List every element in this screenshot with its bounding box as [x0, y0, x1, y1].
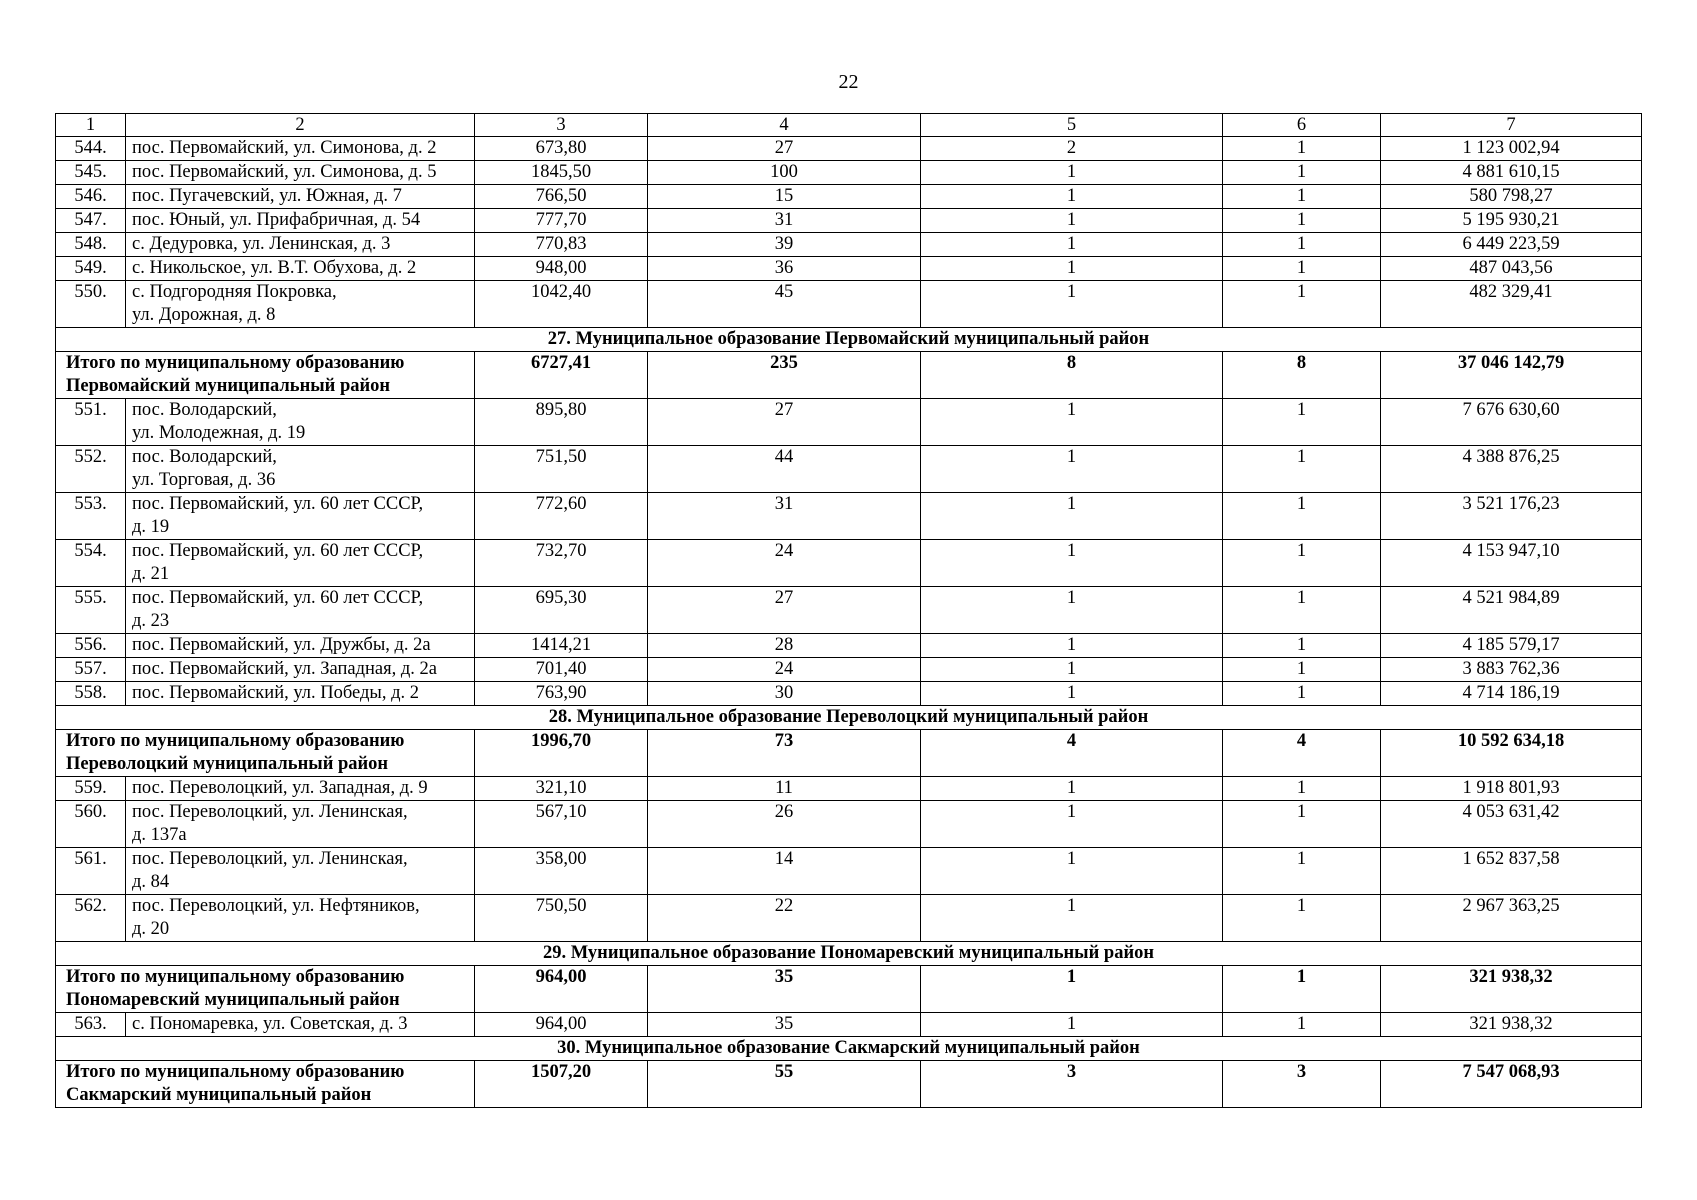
houses-count: 1 — [921, 634, 1223, 658]
table-row — [56, 137, 1642, 161]
cost: 2 967 363,25 — [1381, 895, 1642, 942]
address: пос. Первомайский, ул. Симонова, д. 5 — [126, 161, 475, 185]
row-number: 558. — [56, 682, 126, 706]
area: 673,80 — [475, 137, 648, 161]
area: 1414,21 — [475, 634, 648, 658]
total-area: 1507,20 — [475, 1061, 648, 1108]
address: пос. Первомайский, ул. Победы, д. 2 — [126, 682, 475, 706]
row-number: 557. — [56, 658, 126, 682]
houses-count: 1 — [921, 587, 1223, 634]
total-residents: 235 — [648, 352, 921, 399]
table-row — [56, 233, 1642, 257]
total-label: Итого по муниципальному образованию Переволоцкий муниципальный район — [56, 730, 475, 777]
column-number-2: 2 — [126, 114, 475, 137]
cost: 1 918 801,93 — [1381, 777, 1642, 801]
area: 766,50 — [475, 185, 648, 209]
cost: 4 153 947,10 — [1381, 540, 1642, 587]
residents: 11 — [648, 777, 921, 801]
address: пос. Юный, ул. Прифабричная, д. 54 — [126, 209, 475, 233]
address: пос. Первомайский, ул. 60 лет СССР, д. 21 — [126, 540, 475, 587]
total-houses-count-2: 1 — [1223, 966, 1381, 1013]
total-residents: 55 — [648, 1061, 921, 1108]
total-houses-count: 4 — [921, 730, 1223, 777]
table-row — [56, 540, 1642, 587]
area: 964,00 — [475, 1013, 648, 1037]
houses-count-2: 1 — [1223, 161, 1381, 185]
houses-count: 1 — [921, 682, 1223, 706]
houses-count-2: 1 — [1223, 777, 1381, 801]
houses-count: 1 — [921, 895, 1223, 942]
houses-count-2: 1 — [1223, 848, 1381, 895]
total-area: 964,00 — [475, 966, 648, 1013]
area: 701,40 — [475, 658, 648, 682]
total-cost: 10 592 634,18 — [1381, 730, 1642, 777]
address: пос. Первомайский, ул. 60 лет СССР, д. 23 — [126, 587, 475, 634]
table-row — [56, 634, 1642, 658]
section-heading: 27. Муниципальное образование Первомайский муниципальный район — [56, 328, 1642, 352]
total-cost: 321 938,32 — [1381, 966, 1642, 1013]
houses-count-2: 1 — [1223, 540, 1381, 587]
houses-count-2: 1 — [1223, 137, 1381, 161]
area: 732,70 — [475, 540, 648, 587]
cost: 1 652 837,58 — [1381, 848, 1642, 895]
area: 1042,40 — [475, 281, 648, 328]
residents: 44 — [648, 446, 921, 493]
area: 777,70 — [475, 209, 648, 233]
houses-count: 1 — [921, 658, 1223, 682]
page-number: 22 — [838, 71, 859, 93]
total-row — [56, 966, 1642, 1013]
column-number-3: 3 — [475, 114, 648, 137]
row-number: 560. — [56, 801, 126, 848]
section-heading-row — [56, 1037, 1642, 1061]
residents: 31 — [648, 209, 921, 233]
area: 772,60 — [475, 493, 648, 540]
total-houses-count: 3 — [921, 1061, 1223, 1108]
cost: 7 676 630,60 — [1381, 399, 1642, 446]
row-number: 544. — [56, 137, 126, 161]
cost: 321 938,32 — [1381, 1013, 1642, 1037]
houses-count-2: 1 — [1223, 257, 1381, 281]
houses-count-2: 1 — [1223, 233, 1381, 257]
table-row — [56, 161, 1642, 185]
residents: 27 — [648, 137, 921, 161]
total-cost: 7 547 068,93 — [1381, 1061, 1642, 1108]
residents: 31 — [648, 493, 921, 540]
table-row — [56, 257, 1642, 281]
area: 895,80 — [475, 399, 648, 446]
houses-count: 1 — [921, 540, 1223, 587]
table-row — [56, 587, 1642, 634]
houses-count-2: 1 — [1223, 801, 1381, 848]
total-houses-count-2: 8 — [1223, 352, 1381, 399]
area: 763,90 — [475, 682, 648, 706]
address: пос. Переволоцкий, ул. Ленинская, д. 84 — [126, 848, 475, 895]
total-houses-count: 8 — [921, 352, 1223, 399]
table-row — [56, 682, 1642, 706]
address: пос. Пугачевский, ул. Южная, д. 7 — [126, 185, 475, 209]
cost: 4 521 984,89 — [1381, 587, 1642, 634]
houses-count: 1 — [921, 161, 1223, 185]
residents: 39 — [648, 233, 921, 257]
table-row — [56, 895, 1642, 942]
area: 321,10 — [475, 777, 648, 801]
address: пос. Первомайский, ул. Симонова, д. 2 — [126, 137, 475, 161]
cost: 487 043,56 — [1381, 257, 1642, 281]
table-row — [56, 1013, 1642, 1037]
table-row — [56, 399, 1642, 446]
cost: 3 883 762,36 — [1381, 658, 1642, 682]
area: 750,50 — [475, 895, 648, 942]
houses-count-2: 1 — [1223, 399, 1381, 446]
residents: 22 — [648, 895, 921, 942]
area: 1845,50 — [475, 161, 648, 185]
area: 770,83 — [475, 233, 648, 257]
houses-count: 1 — [921, 281, 1223, 328]
row-number: 547. — [56, 209, 126, 233]
table-body — [56, 114, 1642, 1108]
row-number: 561. — [56, 848, 126, 895]
address: с. Пономаревка, ул. Советская, д. 3 — [126, 1013, 475, 1037]
houses-count-2: 1 — [1223, 658, 1381, 682]
table-row — [56, 848, 1642, 895]
address: пос. Первомайский, ул. Дружбы, д. 2а — [126, 634, 475, 658]
row-number: 559. — [56, 777, 126, 801]
total-label: Итого по муниципальному образованию Пономаревский муниципальный район — [56, 966, 475, 1013]
residents: 15 — [648, 185, 921, 209]
address: пос. Володарский, ул. Торговая, д. 36 — [126, 446, 475, 493]
housing-table — [55, 113, 1642, 1108]
houses-count: 1 — [921, 233, 1223, 257]
residents: 24 — [648, 658, 921, 682]
row-number: 556. — [56, 634, 126, 658]
houses-count-2: 1 — [1223, 281, 1381, 328]
houses-count: 1 — [921, 399, 1223, 446]
houses-count-2: 1 — [1223, 634, 1381, 658]
column-number-4: 4 — [648, 114, 921, 137]
residents: 14 — [648, 848, 921, 895]
houses-count-2: 1 — [1223, 493, 1381, 540]
houses-count: 1 — [921, 777, 1223, 801]
cost: 482 329,41 — [1381, 281, 1642, 328]
houses-count: 1 — [921, 446, 1223, 493]
address: пос. Переволоцкий, ул. Нефтяников, д. 20 — [126, 895, 475, 942]
residents: 30 — [648, 682, 921, 706]
cost: 4 185 579,17 — [1381, 634, 1642, 658]
section-heading-row — [56, 706, 1642, 730]
address: с. Дедуровка, ул. Ленинская, д. 3 — [126, 233, 475, 257]
address: пос. Переволоцкий, ул. Ленинская, д. 137а — [126, 801, 475, 848]
column-number-5: 5 — [921, 114, 1223, 137]
houses-count: 1 — [921, 848, 1223, 895]
cost: 4 714 186,19 — [1381, 682, 1642, 706]
cost: 4 881 610,15 — [1381, 161, 1642, 185]
houses-count-2: 1 — [1223, 446, 1381, 493]
address: пос. Первомайский, ул. Западная, д. 2а — [126, 658, 475, 682]
total-area: 1996,70 — [475, 730, 648, 777]
table-row — [56, 446, 1642, 493]
residents: 27 — [648, 399, 921, 446]
residents: 26 — [648, 801, 921, 848]
residents: 28 — [648, 634, 921, 658]
row-number: 548. — [56, 233, 126, 257]
section-heading: 29. Муниципальное образование Пономаревский муниципальный район — [56, 942, 1642, 966]
area: 567,10 — [475, 801, 648, 848]
table-row — [56, 777, 1642, 801]
residents: 45 — [648, 281, 921, 328]
area: 751,50 — [475, 446, 648, 493]
houses-count: 1 — [921, 801, 1223, 848]
total-houses-count-2: 3 — [1223, 1061, 1381, 1108]
cost: 6 449 223,59 — [1381, 233, 1642, 257]
table-row — [56, 209, 1642, 233]
row-number: 562. — [56, 895, 126, 942]
total-cost: 37 046 142,79 — [1381, 352, 1642, 399]
houses-count-2: 1 — [1223, 209, 1381, 233]
houses-count-2: 1 — [1223, 1013, 1381, 1037]
cost: 4 388 876,25 — [1381, 446, 1642, 493]
row-number: 549. — [56, 257, 126, 281]
address: с. Никольское, ул. В.Т. Обухова, д. 2 — [126, 257, 475, 281]
column-number-6: 6 — [1223, 114, 1381, 137]
row-number: 552. — [56, 446, 126, 493]
total-houses-count: 1 — [921, 966, 1223, 1013]
table-row — [56, 185, 1642, 209]
row-number: 545. — [56, 161, 126, 185]
row-number: 551. — [56, 399, 126, 446]
residents: 24 — [648, 540, 921, 587]
area: 358,00 — [475, 848, 648, 895]
houses-count: 1 — [921, 209, 1223, 233]
total-row — [56, 352, 1642, 399]
table-row — [56, 658, 1642, 682]
total-area: 6727,41 — [475, 352, 648, 399]
section-heading-row — [56, 942, 1642, 966]
section-heading: 28. Муниципальное образование Переволоцкий муниципальный район — [56, 706, 1642, 730]
total-houses-count-2: 4 — [1223, 730, 1381, 777]
section-heading-row — [56, 328, 1642, 352]
row-number: 563. — [56, 1013, 126, 1037]
table-row — [56, 801, 1642, 848]
residents: 27 — [648, 587, 921, 634]
area: 695,30 — [475, 587, 648, 634]
total-residents: 35 — [648, 966, 921, 1013]
address: пос. Первомайский, ул. 60 лет СССР, д. 19 — [126, 493, 475, 540]
residents: 100 — [648, 161, 921, 185]
column-number-1: 1 — [56, 114, 126, 137]
section-heading: 30. Муниципальное образование Сакмарский муниципальный район — [56, 1037, 1642, 1061]
houses-count: 2 — [921, 137, 1223, 161]
row-number: 546. — [56, 185, 126, 209]
cost: 1 123 002,94 — [1381, 137, 1642, 161]
address: пос. Володарский, ул. Молодежная, д. 19 — [126, 399, 475, 446]
total-row — [56, 730, 1642, 777]
table-row — [56, 493, 1642, 540]
cost: 5 195 930,21 — [1381, 209, 1642, 233]
houses-count: 1 — [921, 1013, 1223, 1037]
houses-count-2: 1 — [1223, 185, 1381, 209]
row-number: 555. — [56, 587, 126, 634]
cost: 3 521 176,23 — [1381, 493, 1642, 540]
houses-count-2: 1 — [1223, 682, 1381, 706]
houses-count: 1 — [921, 493, 1223, 540]
table-row — [56, 281, 1642, 328]
address: с. Подгородняя Покровка, ул. Дорожная, д. 8 — [126, 281, 475, 328]
total-row — [56, 1061, 1642, 1108]
address: пос. Переволоцкий, ул. Западная, д. 9 — [126, 777, 475, 801]
houses-count: 1 — [921, 257, 1223, 281]
residents: 36 — [648, 257, 921, 281]
row-number: 553. — [56, 493, 126, 540]
houses-count: 1 — [921, 185, 1223, 209]
column-number-7: 7 — [1381, 114, 1642, 137]
total-label: Итого по муниципальному образованию Сакмарский муниципальный район — [56, 1061, 475, 1108]
houses-count-2: 1 — [1223, 587, 1381, 634]
total-label: Итого по муниципальному образованию Первомайский муниципальный район — [56, 352, 475, 399]
cost: 580 798,27 — [1381, 185, 1642, 209]
houses-count-2: 1 — [1223, 895, 1381, 942]
row-number: 550. — [56, 281, 126, 328]
residents: 35 — [648, 1013, 921, 1037]
total-residents: 73 — [648, 730, 921, 777]
column-number-row — [56, 114, 1642, 137]
row-number: 554. — [56, 540, 126, 587]
area: 948,00 — [475, 257, 648, 281]
cost: 4 053 631,42 — [1381, 801, 1642, 848]
